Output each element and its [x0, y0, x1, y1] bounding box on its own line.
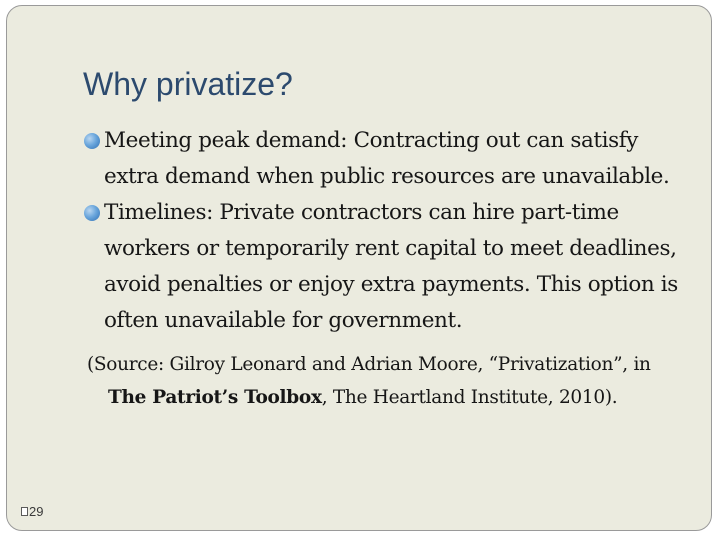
slide-body [77, 123, 699, 414]
source-prefix: (Source: Gilroy Leonard and Adrian Moore, “Privatization”, in [87, 354, 651, 375]
source-line-2 [87, 381, 699, 414]
bullet-text: Meeting peak demand: Contracting out can satisfy extra demand when public resources are unavailable. [104, 128, 670, 189]
bullet-text: Timelines: Private contractors can hire part-time workers or temporarily rent capital to meet deadlines, avoid penalties or enjoy extra payments. This option is often unavailable for government. [104, 200, 678, 333]
slide-number [21, 504, 43, 519]
source-book-title: The Patriot’s Toolbox [108, 387, 322, 408]
slide-number-text: 29 [29, 504, 44, 519]
bullet-dot-icon [84, 133, 100, 149]
slide-title: Why privatize? [83, 66, 293, 102]
source-citation [77, 348, 699, 414]
slide-number-marker-icon [21, 507, 28, 516]
source-suffix: , The Heartland Institute, 2010). [321, 387, 618, 408]
bullet-item [77, 123, 699, 195]
bullet-dot-icon [84, 205, 100, 221]
slide [6, 5, 712, 531]
bullet-item [77, 195, 699, 339]
